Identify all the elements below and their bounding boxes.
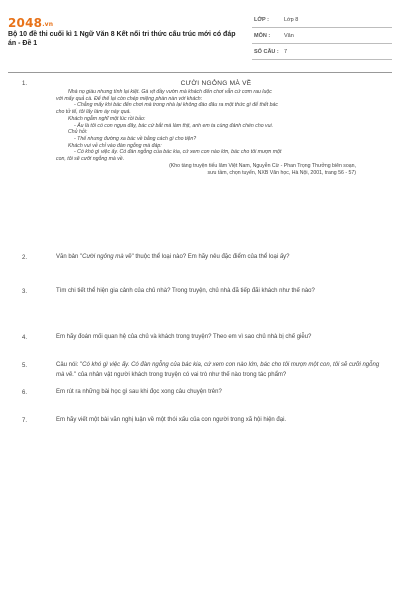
question-text: Em hãy đoán mối quan hệ của chủ và khách trong truyện? Theo em vì sao chủ nhà bị chế giễu? xyxy=(56,334,312,340)
question-6-text xyxy=(56,388,381,398)
passage-line: Khách ngẫm nghĩ một lúc rồi bảo: xyxy=(68,115,146,122)
question-4-text xyxy=(56,333,381,343)
meta-key: SỐ CÂU : xyxy=(254,49,279,55)
passage-line: Chủ hỏi: xyxy=(68,129,88,136)
question-text: Tìm chi tiết thể hiện gia cảnh của chủ nhà? Trong truyện, chủ nhà đã tiếp đãi khách như thế nào? xyxy=(56,288,315,294)
question-quote: Có khó gì việc ấy. Có đàn ngỗng của bác kia, cứ xem con nào lớn, bác cho tôi mượn một con, tôi sẽ cưỡi ngỗng mà về. xyxy=(56,362,380,378)
question-text: " thuộc thể loại nào? Em hãy nêu đặc điểm của thể loại ấy? xyxy=(131,254,290,260)
passage-line: Nhà nọ giàu nhưng tính lại kiệt. Gà vịt đầy vườn mà khách đến chơi vẫn cứ cơm rau luộc xyxy=(68,89,272,95)
question-number: 2. xyxy=(22,255,28,261)
question-text: Em hãy viết một bài văn nghị luận về một thói xấu của con người trong xã hội hiện đại. xyxy=(56,417,287,423)
question-number: 4. xyxy=(22,335,28,341)
meta-value: Lớp 8 xyxy=(284,17,299,23)
passage-line: - Âu là tôi có con ngựa đây, bác cứ bắt mà làm thịt, anh em ta cùng đánh chén cho vui. xyxy=(74,122,274,129)
passage-line: với mấy quả cà. Để thế lại còn chép miệng phàn nàn với khách: xyxy=(56,95,203,102)
source-line: (Kho tàng truyện tiếu lâm Việt Nam, Nguyễn Cừ - Phan Trọng Thưởng biên soạn, xyxy=(169,162,356,169)
meta-key: MÔN : xyxy=(254,33,271,39)
question-text: Câu nói: " xyxy=(56,362,83,368)
passage-line: Khách vui vẻ chỉ vào đàn ngỗng mà đáp: xyxy=(68,142,162,149)
passage-line: cho tử tế, tôi lấy làm áy náy quá. xyxy=(56,109,131,116)
question-text: Văn bản " xyxy=(56,254,83,260)
passage-source xyxy=(56,163,356,177)
meta-key: LỚP : xyxy=(254,17,269,23)
question-text: " của nhân vật người khách trong truyện có vai trò như thế nào trong tác phẩm? xyxy=(74,371,287,378)
source-line: sưu tầm, chọn tuyển, NXB Văn học, Hà Nội, 2001, trang 56 - 57) xyxy=(207,169,356,176)
passage-line: - Chẳng mấy khi bác đến chơi mà trong nhà lại không đào đâu ra một thức gì để thết bác xyxy=(74,102,278,109)
passage-line: con, tôi sẽ cưỡi ngỗng mà về. xyxy=(56,156,125,163)
question-number: 3. xyxy=(22,289,28,295)
passage-line: - Có khó gì việc ấy. Có đàn ngỗng của bác kia, cứ xem con nào lớn, bác cho tôi mượn một xyxy=(74,149,282,156)
meta-value: Văn xyxy=(284,33,294,39)
question-number: 1. xyxy=(22,81,28,87)
question-quote: Cười ngỏng mà về xyxy=(82,254,132,260)
passage-title: CƯỜI NGỎNG MÀ VỀ xyxy=(180,80,252,87)
document-title: Bộ 10 đề thi cuối kì 1 Ngữ Văn 8 Kết nối tri thức cấu trúc mới có đáp án - Đề 1 xyxy=(8,31,236,47)
question-3-text xyxy=(56,287,381,297)
question-number: 6. xyxy=(22,390,28,396)
question-5-text xyxy=(56,361,381,381)
question-7-text xyxy=(56,416,381,426)
question-text: Em rút ra những bài học gì sau khi đọc xong câu chuyện trên? xyxy=(56,389,222,395)
reading-passage xyxy=(56,80,356,177)
meta-value: 7 xyxy=(284,49,288,55)
logo-suffix: .vn xyxy=(42,21,54,28)
question-2-text xyxy=(56,253,381,263)
logo-number: 2048 xyxy=(8,16,43,30)
question-number: 7. xyxy=(22,418,28,424)
passage-line: - Thế nhưng đường xa bác về bằng cách gì cho tiện? xyxy=(74,135,197,142)
question-number: 5. xyxy=(22,363,28,369)
